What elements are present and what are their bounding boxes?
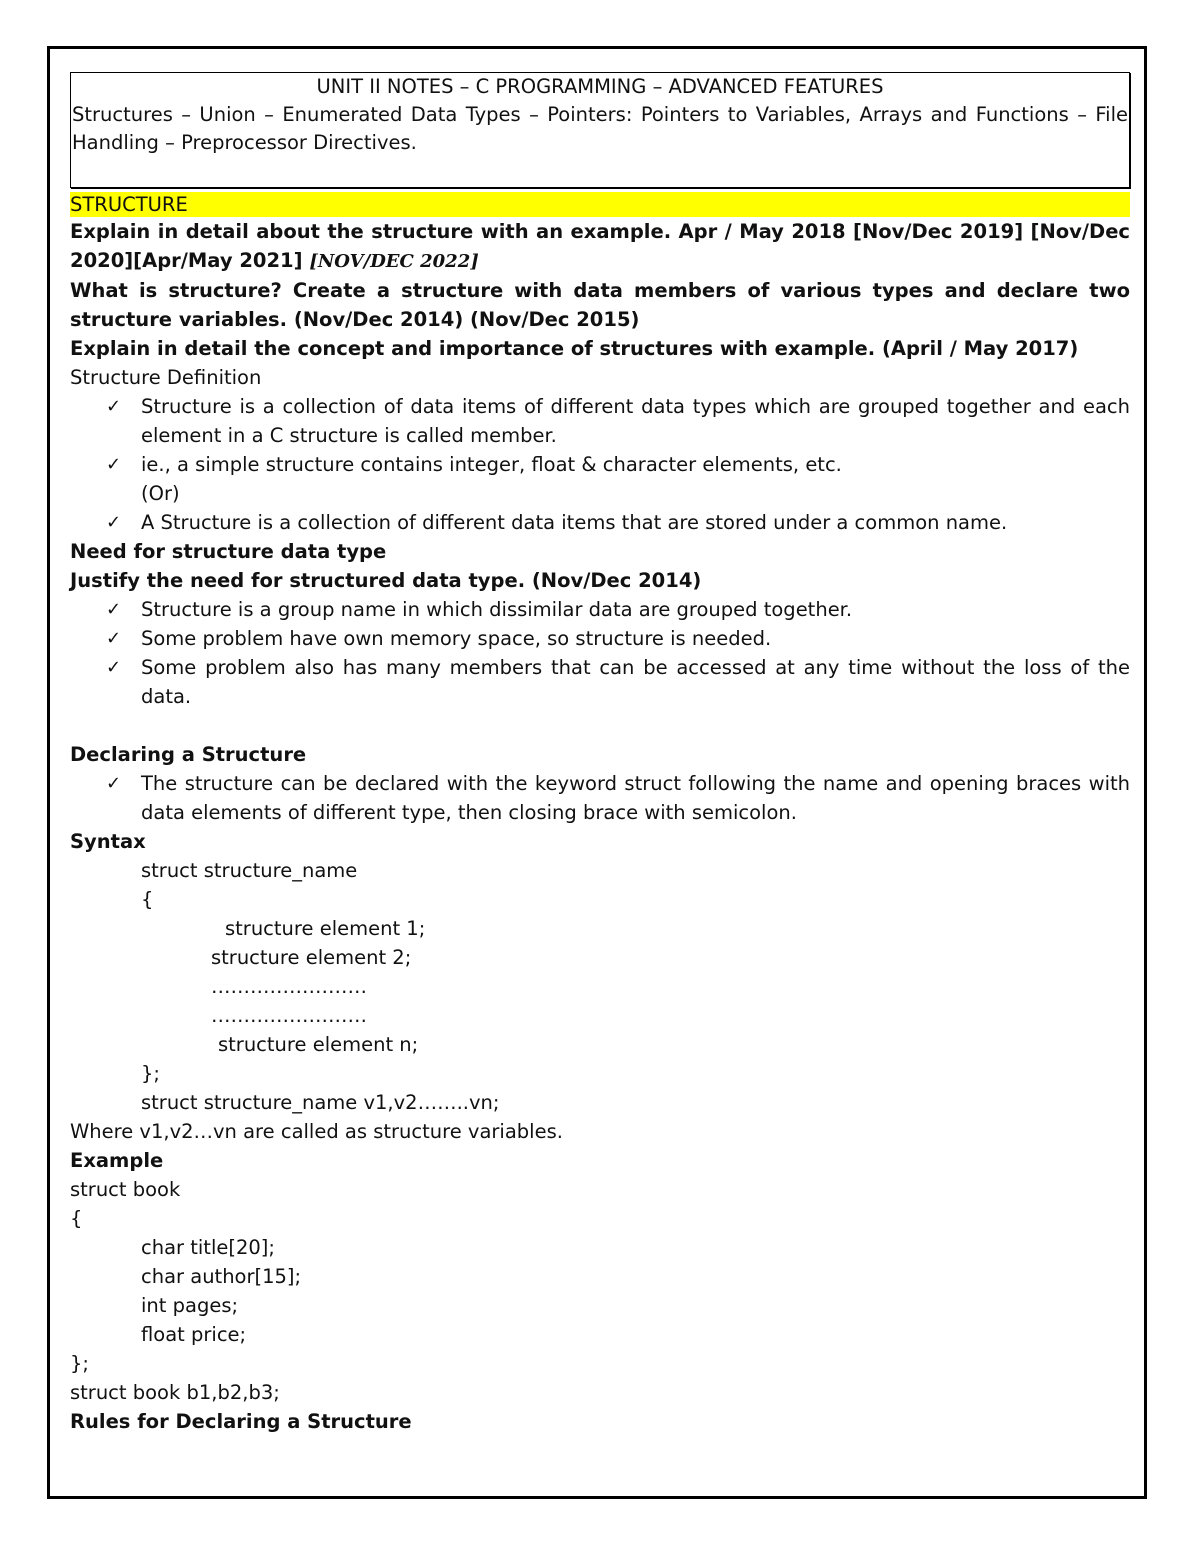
list-item: ✓ Structure is a collection of data items of different data types which are grouped together and each element in a C structure is called member. — [70, 392, 1130, 450]
list-item: ✓ ie., a simple structure contains integer, float & character elements, etc. (Or) — [70, 450, 1130, 508]
code-line: structure element 1; — [225, 917, 426, 940]
check-icon: ✓ — [106, 599, 122, 620]
syntax-heading: Syntax — [70, 830, 146, 853]
list-item: ✓ A Structure is a collection of different data items that are stored under a common name. — [70, 508, 1130, 537]
code-line: struct book b1,b2,b3; — [70, 1381, 280, 1404]
need-list — [70, 595, 1130, 711]
check-icon: ✓ — [106, 512, 122, 533]
code-line: …………………… — [211, 1004, 367, 1027]
code-line: int pages; — [141, 1294, 239, 1317]
question-3: Explain in detail the concept and importance of structures with example. (April / May 2017) — [70, 337, 1079, 360]
code-line: char author[15]; — [141, 1265, 302, 1288]
example-heading: Example — [70, 1149, 164, 1172]
list-item: ✓ Some problem also has many members that can be accessed at any time without the loss of the data. — [70, 653, 1130, 711]
code-line: { — [70, 1207, 83, 1230]
rules-heading: Rules for Declaring a Structure — [70, 1410, 412, 1433]
definition-list — [70, 392, 1130, 537]
check-icon: ✓ — [106, 454, 122, 475]
unit-topics: Structures – Union – Enumerated Data Types – Pointers: Pointers to Variables, Arrays and Functions – File Handling – Preprocessor Directives. — [72, 103, 1128, 154]
list-item: ✓ Structure is a group name in which dissimilar data are grouped together. — [70, 595, 1130, 624]
definition-label: Structure Definition — [70, 366, 262, 389]
check-icon: ✓ — [106, 657, 122, 678]
check-icon: ✓ — [106, 396, 122, 417]
list-item: ✓ Some problem have own memory space, so structure is needed. — [70, 624, 1130, 653]
need-question: Justify the need for structured data type. (Nov/Dec 2014) — [70, 569, 702, 592]
list-item: ✓ The structure can be declared with the keyword struct following the name and opening braces with data elements of different type, then closing brace with semicolon. — [70, 769, 1130, 827]
check-icon: ✓ — [106, 773, 122, 794]
document-content — [70, 72, 1130, 1436]
or-text: (Or) — [141, 482, 180, 505]
question-2: What is structure? Create a structure with data members of various types and declare two structure variables. (Nov/Dec 2014) (Nov/Dec 2015) — [70, 279, 1130, 331]
code-line: float price; — [141, 1323, 247, 1346]
code-line: …………………… — [211, 975, 367, 998]
check-icon: ✓ — [106, 628, 122, 649]
code-line: }; — [141, 1062, 160, 1085]
spacer — [70, 711, 1130, 740]
code-line: structure element 2; — [211, 946, 412, 969]
code-line: struct book — [70, 1178, 181, 1201]
syntax-note: Where v1,v2…vn are called as structure variables. — [70, 1120, 563, 1143]
code-line: struct structure_name v1,v2……..vn; — [141, 1091, 500, 1114]
section-heading-structure: STRUCTURE — [70, 192, 1130, 217]
code-line: struct structure_name — [141, 859, 358, 882]
header-box — [70, 72, 1130, 188]
page-title: UNIT II NOTES – C PROGRAMMING – ADVANCED FEATURES — [316, 75, 884, 98]
code-line: }; — [70, 1352, 89, 1375]
question-1-tag: [NOV/DEC 2022] — [309, 251, 479, 272]
question-1 — [70, 217, 1130, 276]
code-line: char title[20]; — [141, 1236, 275, 1259]
question-1-text: Explain in detail about the structure with an example. Apr / May 2018 [Nov/Dec 2019] [Nov/Dec 2020][Apr/May 2021] — [70, 220, 1130, 272]
code-line: structure element n; — [218, 1033, 419, 1056]
need-heading: Need for structure data type — [70, 540, 387, 563]
code-line: { — [141, 888, 154, 911]
declaring-heading: Declaring a Structure — [70, 743, 307, 766]
declaring-list — [70, 769, 1130, 827]
